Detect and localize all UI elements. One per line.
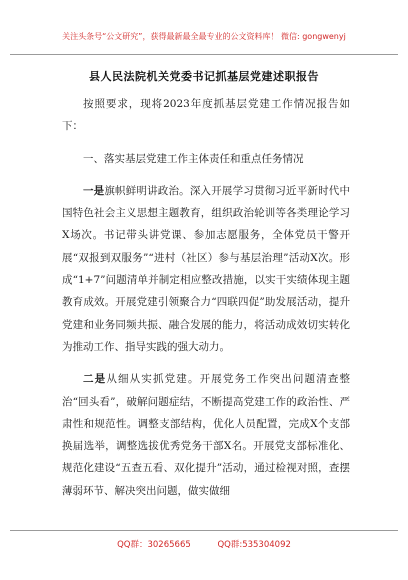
body-paragraph: [62, 368, 350, 502]
page-footer-rule: [10, 530, 398, 531]
paragraph-lead: 二是: [83, 373, 107, 386]
page-header: [10, 6, 398, 55]
document-body: [62, 93, 350, 502]
section-heading: 一、落实基层党建工作主体责任和重点任务情况: [83, 152, 304, 165]
paragraph-text: 旗帜鲜明讲政治。深入开展学习贯彻习近平新时代中国特色社会主义思想主题教育，组织政治轮训等各类理论学习X场次。书记带头讲党课、参加志愿服务，全体党员干警开展“双报到双服务”“进村（社区）参与基层治理”活动X次。形成“1+7”问题清单并制定相应整改措施，以实干实绩体现主题教育成效。开展党建引领聚合力“四联四促”助发展活动，提升党建和业务同频共振、融合发展的能力，将活动成效切实转化为推动工作、指导实践的强大动力。: [62, 184, 350, 353]
paragraph-text: 从细从实抓党建。开展党务工作突出问题清查整治“回头看”，破解问题症结，不断提高党建工作的政治性、严肃性和规范性。调整支部结构，优化人员配置，完成X个支部换届选举，调整选拔优秀党务干部X名。开展党支部标准化、规范化建设“五查五看、双化提升”活动，通过检视对照，查摆薄弱环节、解决突出问题，做实做细: [62, 373, 351, 497]
page-footer: [0, 538, 408, 550]
paragraph-lead: 一是: [83, 184, 105, 197]
body-paragraph: [62, 180, 350, 358]
document-title: 县人民法院机关党委书记抓基层党建述职报告: [89, 70, 319, 83]
header-promo-text: 关注头条号“公文研究”，获得最新最全最专业的公文资料库！ 微信: gongwenyj: [62, 32, 346, 41]
footer-qq-group-2: QQ群:535304092: [217, 540, 291, 550]
intro-paragraph: 按照要求，现将2023年度抓基层党建工作情况报告如下：: [62, 98, 350, 133]
footer-qq-group-1: QQ群：30265665: [117, 540, 191, 550]
